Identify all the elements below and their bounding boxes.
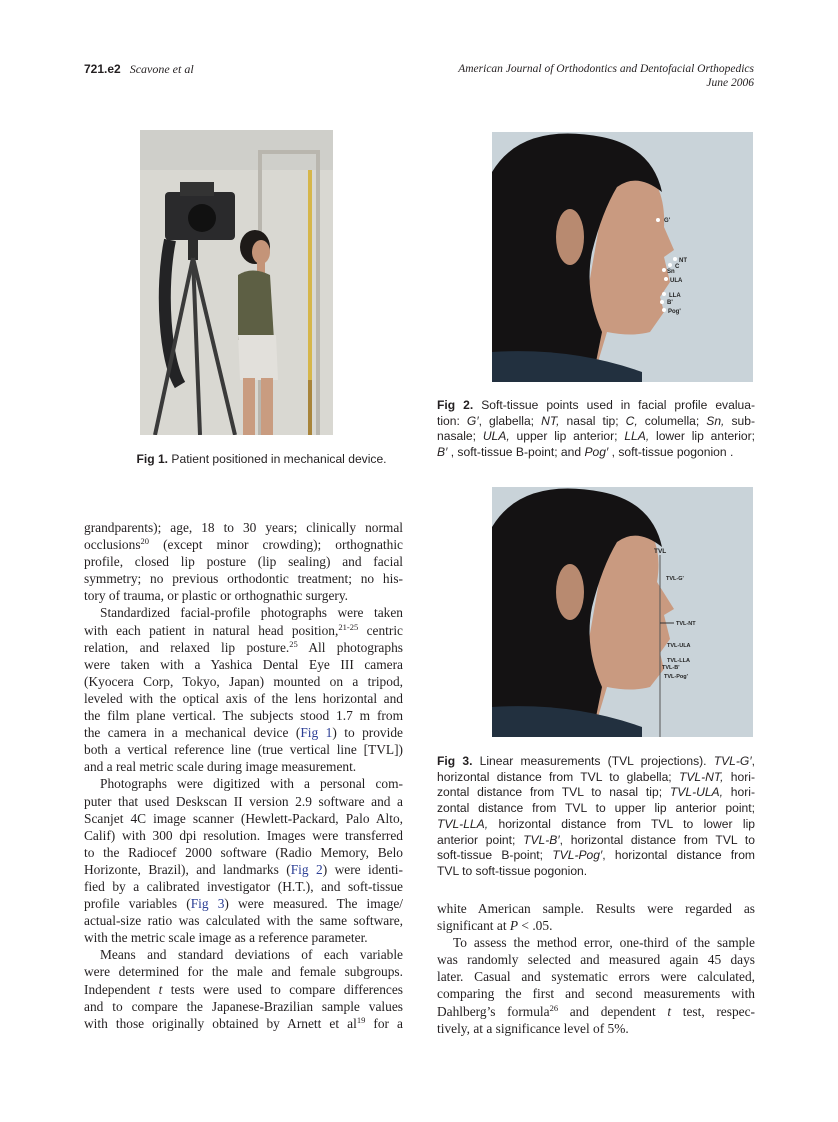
text-run: nasal tip; bbox=[559, 413, 626, 428]
text-run: Linear measurements (TVL projections). bbox=[472, 754, 714, 768]
text-line bbox=[437, 864, 755, 880]
text-run: to the Radiocef 2000 software (Radio Memory, Belo bbox=[84, 844, 403, 860]
text-line bbox=[437, 934, 755, 951]
text-run: were determined for the male and female subgroups. bbox=[84, 964, 403, 980]
text-run: TVL to soft-tissue pogonion. bbox=[437, 863, 588, 878]
text-run: Soft-tissue points used in facial profile evalua- bbox=[473, 398, 755, 412]
text-line bbox=[437, 770, 755, 786]
text-run: fied by a calibrated investigator (H.T.), and soft-tissue bbox=[84, 878, 403, 894]
running-authors: Scavone et al bbox=[129, 62, 194, 76]
text-line bbox=[84, 587, 403, 604]
measure-label: TVL-Pog' bbox=[664, 674, 688, 680]
text-run: tests were used to compare differences bbox=[162, 981, 403, 997]
citation-superscript: 21-25 bbox=[338, 621, 359, 632]
text-line bbox=[84, 724, 403, 741]
text-line bbox=[84, 570, 403, 587]
text-run: Horizonte, Brazil), and landmarks ( bbox=[84, 861, 291, 877]
text-line bbox=[84, 895, 403, 912]
text-run: , horizontal distance from bbox=[602, 848, 755, 863]
figure-2-caption bbox=[437, 398, 755, 461]
figure-label: Fig 3. bbox=[437, 754, 473, 768]
text-line bbox=[84, 758, 403, 775]
citation-superscript: 20 bbox=[140, 536, 150, 547]
text-run: ) were measured. The image/ bbox=[224, 896, 403, 912]
text-line bbox=[84, 878, 403, 895]
text-run: Patient positioned in mechanical device. bbox=[168, 452, 387, 466]
text-line bbox=[437, 833, 755, 849]
page-number: 721.e2 bbox=[84, 62, 121, 76]
caption-line bbox=[84, 452, 439, 468]
text-line bbox=[84, 690, 403, 707]
text-run: for a bbox=[365, 1015, 403, 1031]
text-run: test, respec- bbox=[671, 1003, 756, 1019]
text-run: (except minor crowding); orthognathic bbox=[149, 537, 403, 553]
text-run: later. Casual and systematic errors were calculated, bbox=[437, 969, 755, 985]
italic-text: G′ bbox=[466, 413, 479, 428]
text-line bbox=[437, 985, 755, 1002]
text-line bbox=[437, 754, 755, 770]
figure-2-photo bbox=[492, 132, 753, 382]
figure-3-photo bbox=[492, 487, 753, 737]
measure-label: TVL-B' bbox=[662, 665, 680, 671]
text-run: Calif) with 300 dpi resolution. Images were transferred bbox=[84, 827, 403, 843]
text-run: , bbox=[751, 754, 755, 768]
text-run: tory of trauma, or plastic or orthognathic surgery. bbox=[84, 588, 349, 604]
text-run: anterior point; bbox=[437, 832, 524, 847]
text-run: , glabella; bbox=[478, 413, 542, 428]
text-line bbox=[437, 414, 755, 430]
text-run: (Kyocera Corp, Tokyo, Japan) mounted on a tripod, bbox=[84, 673, 403, 689]
text-line bbox=[437, 785, 755, 801]
text-line bbox=[437, 429, 755, 445]
text-run: profile variables ( bbox=[84, 896, 191, 912]
text-line bbox=[437, 1020, 755, 1037]
text-line bbox=[84, 536, 403, 553]
italic-text: ULA, bbox=[482, 429, 510, 444]
text-run: ) were identi- bbox=[322, 861, 403, 877]
text-line bbox=[84, 1015, 403, 1032]
text-line bbox=[84, 553, 403, 570]
text-run: Dahlberg’s formula bbox=[437, 1003, 550, 1019]
text-run: leveled with the optical axis of the lens horizontal and bbox=[84, 690, 403, 706]
text-run: Means and standard deviations of each variable bbox=[100, 947, 403, 963]
text-run: hori- bbox=[723, 769, 755, 784]
right-text-column bbox=[437, 900, 755, 1037]
text-run: actual-size ratio was calculated with the same software, bbox=[84, 913, 403, 929]
text-run: horizontal distance from TVL to glabella; bbox=[437, 769, 679, 784]
issue-date: June 2006 bbox=[706, 77, 754, 89]
figure-link[interactable]: Fig 1 bbox=[300, 725, 333, 741]
text-run: occlusions bbox=[84, 537, 141, 553]
text-run: tion: bbox=[437, 413, 467, 428]
text-run: white American sample. Results were regarded as bbox=[437, 901, 755, 916]
text-run: columella; bbox=[637, 413, 707, 428]
italic-text: P bbox=[509, 918, 519, 934]
text-run: was randomly selected and measured again 45 days bbox=[437, 952, 755, 968]
text-run: and dependent bbox=[558, 1003, 668, 1019]
italic-text: TVL-ULA, bbox=[669, 785, 723, 800]
text-line bbox=[84, 827, 403, 844]
text-run: , horizontal distance from TVL to bbox=[559, 832, 755, 847]
text-line bbox=[437, 848, 755, 864]
text-line bbox=[84, 963, 403, 980]
text-line bbox=[84, 656, 403, 673]
figure-1-caption bbox=[84, 452, 439, 468]
text-line bbox=[437, 1003, 755, 1020]
text-run: puter that used Deskscan II version 2.9 software and a bbox=[84, 793, 403, 809]
text-run: both a vertical reference line (true vertical line [TVL]) bbox=[84, 742, 403, 758]
italic-text: TVL-G′ bbox=[713, 754, 752, 768]
italic-text: NT, bbox=[541, 413, 560, 428]
landmark-label: Pog' bbox=[668, 309, 681, 315]
citation-superscript: 26 bbox=[549, 1002, 559, 1013]
italic-text: C, bbox=[625, 413, 638, 428]
text-line bbox=[84, 639, 403, 656]
text-line bbox=[84, 844, 403, 861]
landmark-label: C bbox=[675, 264, 680, 270]
text-run: with each patient in natural head position, bbox=[84, 622, 339, 638]
text-run: Photographs were digitized with a personal com- bbox=[100, 776, 403, 792]
italic-text: TVL-LLA, bbox=[437, 816, 489, 831]
text-line bbox=[84, 775, 403, 792]
text-run: hori- bbox=[722, 785, 755, 800]
tvl-label: TVL bbox=[654, 548, 667, 555]
text-run: nasale; bbox=[437, 429, 483, 444]
figure-label: Fig 2. bbox=[437, 398, 474, 412]
text-line bbox=[437, 968, 755, 985]
text-run: were taken with a Yashica Dental Eye III camera bbox=[84, 656, 403, 672]
text-run: tively, at a significance level of 5%. bbox=[437, 1020, 629, 1036]
italic-text: Sn, bbox=[706, 413, 725, 428]
text-run: , soft-tissue B-point; and bbox=[447, 445, 585, 460]
text-run: zontal distance from TVL to upper lip anterior point; bbox=[437, 801, 755, 816]
text-run: upper lip anterior; bbox=[509, 429, 625, 444]
italic-text: t bbox=[667, 1003, 672, 1019]
text-run: , soft-tissue pogonion . bbox=[608, 445, 734, 460]
left-text-column bbox=[84, 519, 403, 1032]
text-line bbox=[84, 912, 403, 929]
landmark-label: ULA bbox=[670, 278, 683, 284]
text-run: horizontal distance from TVL to lower lip bbox=[488, 816, 755, 831]
text-line bbox=[84, 741, 403, 758]
italic-text: B′ bbox=[437, 445, 448, 460]
text-run: Standardized facial-profile photographs were taken bbox=[100, 605, 403, 621]
text-line bbox=[84, 998, 403, 1015]
text-line bbox=[84, 519, 403, 536]
text-run: ) to provide bbox=[332, 725, 403, 741]
text-run: To assess the method error, one-third of the sample bbox=[453, 935, 755, 951]
text-run: zontal distance from TVL to nasal tip; bbox=[437, 785, 670, 800]
text-run: grandparents); age, 18 to 30 years; clinically normal bbox=[84, 520, 403, 535]
text-run: the camera in a mechanical device ( bbox=[84, 725, 301, 741]
text-run: and a real metric scale during image measurement. bbox=[84, 759, 357, 775]
citation-superscript: 25 bbox=[289, 638, 298, 649]
landmark-label: B' bbox=[667, 300, 673, 306]
text-line bbox=[84, 929, 403, 946]
text-line bbox=[84, 861, 403, 878]
text-run: with those originally obtained by Arnett et al bbox=[84, 1015, 357, 1031]
measure-label: TVL-ULA bbox=[667, 643, 691, 649]
text-line bbox=[437, 917, 755, 934]
citation-superscript: 19 bbox=[356, 1014, 366, 1025]
text-run: comparing the first and second measurements with bbox=[437, 986, 755, 1002]
figure-1-photo bbox=[140, 130, 333, 435]
text-line bbox=[84, 604, 403, 621]
italic-text: TVL-Pog′ bbox=[552, 848, 603, 863]
text-line bbox=[437, 900, 755, 917]
text-run: relation, and relaxed lip posture. bbox=[84, 639, 290, 655]
measure-label: TVL-LLA bbox=[667, 658, 690, 664]
text-run: with the metric scale image as a reference parameter. bbox=[84, 930, 368, 946]
measure-label: TVL-G' bbox=[666, 576, 684, 582]
text-line bbox=[84, 673, 403, 690]
italic-text: TVL-B′ bbox=[523, 832, 560, 847]
italic-text: LLA, bbox=[624, 429, 650, 444]
text-line bbox=[84, 981, 403, 998]
text-run: < .05. bbox=[518, 918, 553, 934]
landmark-label: NT bbox=[679, 258, 687, 264]
running-header-left bbox=[84, 62, 194, 77]
figure-label: Fig 1. bbox=[136, 452, 169, 466]
text-run: and to compare the Japanese-Brazilian sample values bbox=[84, 998, 403, 1014]
italic-text: t bbox=[158, 981, 163, 997]
running-header-right bbox=[458, 62, 754, 90]
text-run: centric bbox=[358, 622, 403, 638]
text-run: All photographs bbox=[297, 639, 403, 655]
text-run: Independent bbox=[84, 981, 159, 997]
text-line bbox=[84, 946, 403, 963]
journal-title: American Journal of Orthodontics and Dentofacial Orthopedics bbox=[458, 63, 754, 75]
landmark-label: Sn bbox=[667, 269, 675, 275]
text-line bbox=[437, 445, 755, 461]
figure-3-caption bbox=[437, 754, 755, 880]
text-run: significant at bbox=[437, 918, 510, 934]
landmark-label: LLA bbox=[669, 293, 681, 299]
text-run: lower lip anterior; bbox=[649, 429, 755, 444]
text-line bbox=[84, 810, 403, 827]
text-line bbox=[84, 622, 403, 639]
text-run: soft-tissue B-point; bbox=[437, 848, 553, 863]
italic-text: TVL-NT, bbox=[678, 769, 724, 784]
text-line bbox=[437, 801, 755, 817]
text-line bbox=[84, 793, 403, 810]
text-line bbox=[437, 817, 755, 833]
landmark-label: G' bbox=[664, 218, 671, 224]
figure-link[interactable]: Fig 3 bbox=[190, 896, 225, 912]
measure-label: TVL-NT bbox=[676, 621, 696, 627]
text-run: Scanjet 4C image scanner (Hewlett-Packard, Palo Alto, bbox=[84, 810, 403, 826]
text-line bbox=[84, 707, 403, 724]
text-run: sub- bbox=[724, 413, 755, 428]
figure-link[interactable]: Fig 2 bbox=[290, 861, 323, 877]
italic-text: Pog′ bbox=[584, 445, 609, 460]
text-line bbox=[437, 398, 755, 414]
text-run: the film plane vertical. The subjects stood 1.7 m from bbox=[84, 708, 403, 724]
text-run: profile, closed lip posture (lip sealing) and facial bbox=[84, 554, 403, 570]
text-run: symmetry; no previous orthodontic treatment; no his- bbox=[84, 571, 403, 587]
text-line bbox=[437, 951, 755, 968]
